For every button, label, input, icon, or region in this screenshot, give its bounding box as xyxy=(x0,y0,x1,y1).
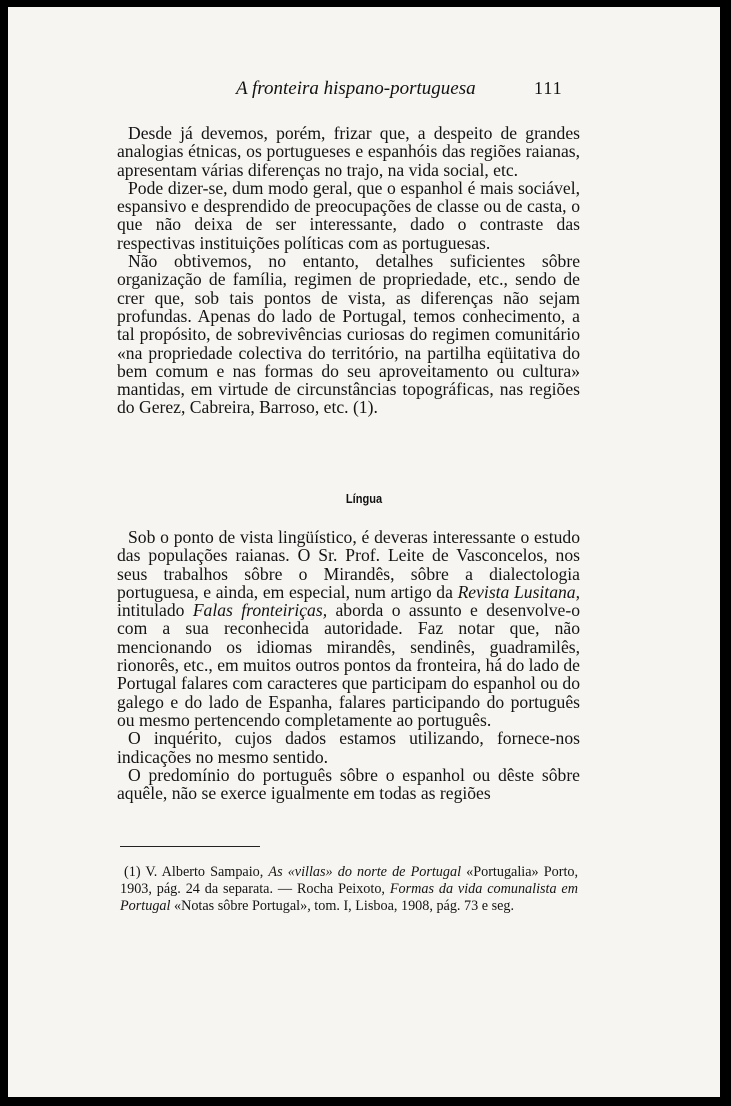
footnote xyxy=(120,864,578,915)
intro-text xyxy=(117,124,580,417)
footnote-rule xyxy=(120,846,260,847)
cited-title: As «villas» do norte de Portugal xyxy=(268,864,462,880)
paragraph: Não obtivemos, no entanto, detalhes suficientes sôbre organização de família, regimen de propriedade, etc., sendo de crer que, sob tais pontos de vista, as diferenças não sejam profundas. Apenas do lado de Portugal, temos conhecimento, a tal propósito, de sobrevivências curiosas do regimen comunitário «na propriedade colectiva do território, na partilha eqüitativa do bem comum e nas formas do seu aproveitamento ou cultura» mantidas, em virtude de circunstâncias topográficas, nas regiões do Gerez, Cabreira, Barroso, etc. (1). xyxy=(117,251,580,418)
journal-title: Revista Lusitana, xyxy=(457,581,580,602)
text-run: aborda o assunto e desenvolve-o com a sua reconhecida autoridade. Faz notar que, não mencionando os idiomas mirandês, sendinês, guadramilês, rionorês, etc., em muitos outros pontos da fronteira, há do lado de Portugal falares com caracteres que participam do espanhol ou do galego e do lado de Espanha, falares participando do português ou mesmo pertencendo completamente ao português. xyxy=(117,600,581,730)
paragraph xyxy=(117,528,580,729)
text-run: Sob o ponto de vista lingüístico, é deveras interessante o estudo das populações raianas. O Sr. Prof. Leite de Vasconcelos, nos seus trabalhos sôbre o Mirandês, sôbre a dialectologia portuguesa, e ainda, em especial, num artigo da xyxy=(117,527,580,602)
article-title: Falas fronteiriças, xyxy=(192,600,328,621)
footnote-text xyxy=(120,864,578,915)
section-heading: Língua xyxy=(345,491,383,506)
section-text xyxy=(117,528,580,802)
paragraph: Pode dizer-se, dum modo geral, que o espanhol é mais sociável, espansivo e desprendido de preocupações de classe ou de casta, o que não deixa de ser interessante, dado o contraste das respectivas instituições políticas com as portuguesas. xyxy=(117,177,580,253)
text-run: (1) V. Alberto Sampaio, xyxy=(124,864,264,880)
text-run: «Portugalia» Porto, 1903, pág. 24 da separata. — Rocha Peixoto, xyxy=(120,864,579,897)
text-run: «Notas sôbre Portugal», tom. I, Lisboa, 1908, pág. 73 e seg. xyxy=(174,898,515,914)
page-number: 111 xyxy=(534,78,563,98)
paragraph: Desde já devemos, porém, frizar que, a despeito de grandes analogias étnicas, os portugueses e espanhóis das regiões raianas, apresentam várias diferenças no trajo, na vida social, etc. xyxy=(117,123,580,180)
running-header-title: A fronteira hispano-portuguesa xyxy=(236,78,476,99)
cited-title: Formas da vida comunalista em Portugal xyxy=(120,881,578,914)
paragraph: O inquérito, cujos dados estamos utilizando, fornece-nos indicações no mesmo sentido. xyxy=(117,728,580,767)
book-page xyxy=(8,7,720,1097)
paragraph: O predomínio do português sôbre o espanhol ou dêste sôbre aquêle, não se exerce igualmente em todas as regiões xyxy=(117,764,580,804)
text-run: intitulado xyxy=(117,600,185,621)
